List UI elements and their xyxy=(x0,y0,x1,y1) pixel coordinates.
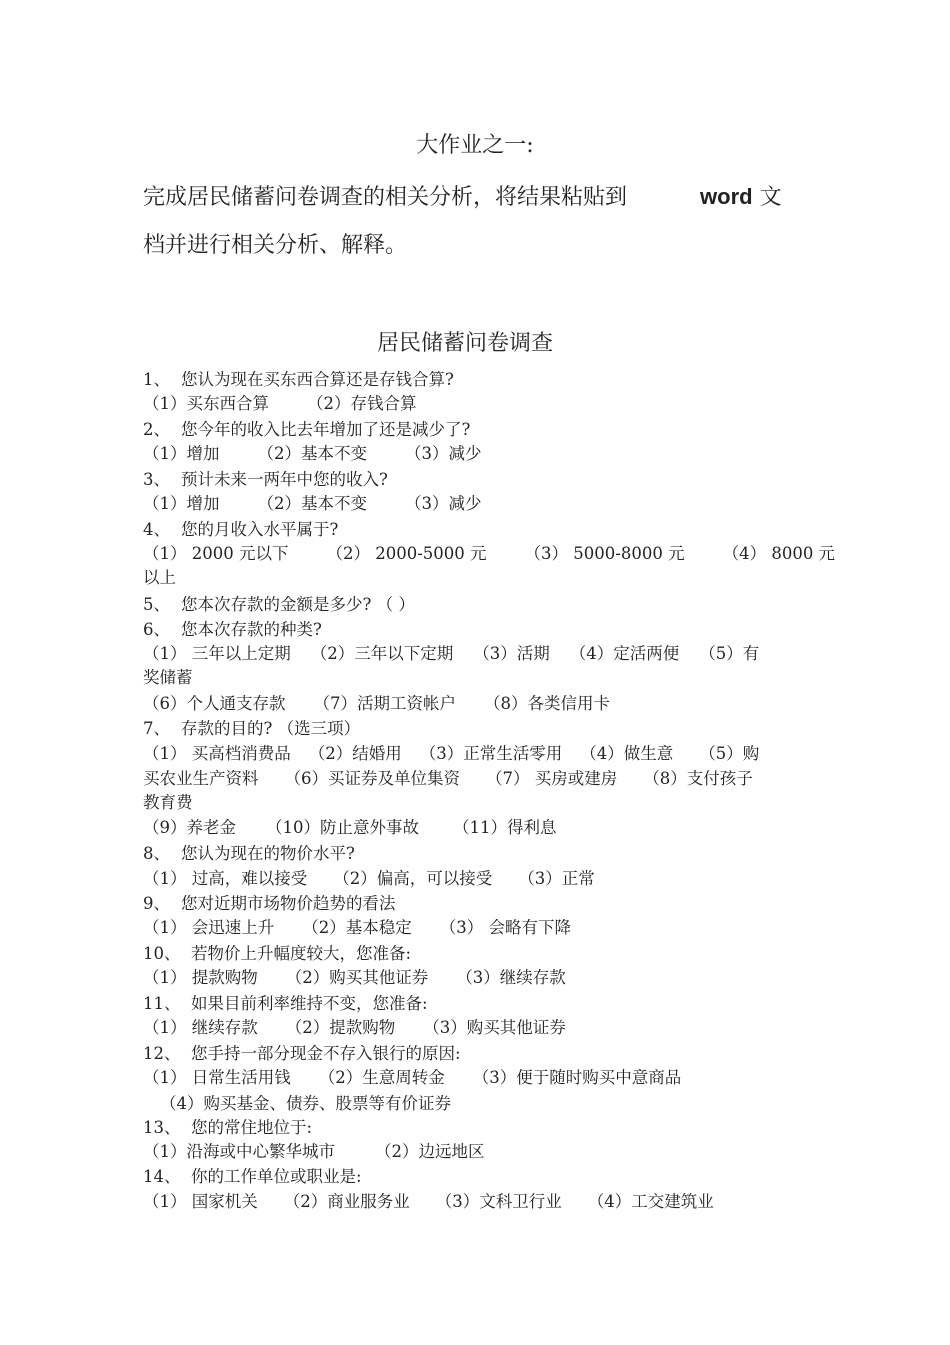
question-8 xyxy=(143,844,355,864)
option: （1） 过高，难以接受 xyxy=(143,869,308,888)
question-text: 存款的目的? （选三项） xyxy=(181,719,361,738)
option: （6）买证券及单位集资 xyxy=(284,769,460,788)
option: （2）基本不变 xyxy=(257,444,367,463)
option: （1） 会迅速上升 xyxy=(143,918,275,937)
question-7-options-cont-2: 教育费 xyxy=(143,793,193,812)
question-number: 1、 xyxy=(143,370,170,389)
intro-line-1 xyxy=(143,180,808,211)
assignment-title: 大作业之一: xyxy=(416,133,534,158)
option: （2）基本稳定 xyxy=(302,918,412,937)
option: （1）增加 xyxy=(143,444,220,463)
question-9 xyxy=(143,894,396,914)
question-2 xyxy=(143,420,470,440)
survey-title: 居民储蓄问卷调查 xyxy=(376,331,553,356)
question-6-options xyxy=(143,644,759,664)
option: （1） 买高档消费品 xyxy=(143,744,291,763)
question-12-options xyxy=(143,1068,719,1088)
question-number: 11、 xyxy=(143,994,181,1013)
question-12-options-2: （4）购买基金、债券、股票等有价证券 xyxy=(160,1094,451,1113)
option: （2）三年以下定期 xyxy=(310,644,454,663)
question-7 xyxy=(143,719,360,739)
option: （3）活期 xyxy=(473,644,550,663)
question-number: 13、 xyxy=(143,1118,181,1137)
question-7-options-2 xyxy=(143,818,595,838)
option: （3）便于随时购买中意商品 xyxy=(472,1068,682,1087)
option: （1）沿海或中心繁华城市 xyxy=(143,1142,335,1161)
option: （7）活期工资帐户 xyxy=(313,694,456,713)
option: （3）文科卫行业 xyxy=(435,1192,562,1211)
question-number: 3、 xyxy=(143,470,170,489)
question-8-options xyxy=(143,869,633,889)
question-text: 您的月收入水平属于? xyxy=(181,520,339,539)
question-10-options xyxy=(143,968,604,988)
question-text: 若物价上升幅度较大，您准备: xyxy=(191,944,412,963)
question-number: 12、 xyxy=(143,1044,181,1063)
question-text: 您本次存款的种类? xyxy=(181,620,322,639)
option: （3）购买其他证券 xyxy=(423,1018,566,1037)
option: （2）购买其他证券 xyxy=(285,968,429,987)
option: （2）边远地区 xyxy=(375,1142,485,1161)
option: （4）工交建筑业 xyxy=(587,1192,714,1211)
question-13 xyxy=(143,1118,312,1138)
option: （1） 国家机关 xyxy=(143,1192,258,1211)
option: （4） 8000 元 xyxy=(722,544,836,563)
question-text: 您的常住地位于: xyxy=(191,1118,313,1137)
option: （1）增加 xyxy=(143,494,220,513)
question-text: 如果目前利率维持不变，您准备: xyxy=(191,994,428,1013)
question-9-options xyxy=(143,918,609,938)
question-7-options-cont xyxy=(143,769,753,789)
option: （3）继续存款 xyxy=(456,968,566,987)
question-text: 预计未来一两年中您的收入? xyxy=(181,470,388,489)
question-11-options xyxy=(143,1018,604,1038)
question-4-options-cont: 以上 xyxy=(143,568,176,587)
question-7-options xyxy=(143,744,759,764)
option: （4）定活两便 xyxy=(569,644,680,663)
intro-text-end: 文 xyxy=(759,185,782,210)
question-number: 2、 xyxy=(143,420,170,439)
question-14-options xyxy=(143,1192,714,1212)
question-text: 您手持一部分现金不存入银行的原因: xyxy=(191,1044,461,1063)
question-text: 您认为现在的物价水平? xyxy=(181,844,355,863)
option: （4）做生意 xyxy=(580,744,674,763)
question-10 xyxy=(143,944,411,964)
option: （3） 会略有下降 xyxy=(439,918,571,937)
option: （2）结婚用 xyxy=(308,744,402,763)
option: （8）各类信用卡 xyxy=(484,694,610,713)
option: （2）生意周转金 xyxy=(318,1068,445,1087)
question-6 xyxy=(143,620,322,640)
option: （6）个人通支存款 xyxy=(143,694,286,713)
question-text: 您对近期市场物价趋势的看法 xyxy=(181,894,396,913)
question-3 xyxy=(143,470,388,490)
option: （3） 5000-8000 元 xyxy=(524,544,685,563)
question-5 xyxy=(143,595,415,615)
option: （3）正常 xyxy=(518,869,595,888)
option: （8）支付孩子 xyxy=(643,769,753,788)
question-text: 您今年的收入比去年增加了还是减少了? xyxy=(181,420,471,439)
option: （1）买东西合算 xyxy=(143,394,269,413)
question-12 xyxy=(143,1044,461,1064)
option: （10）防止意外事故 xyxy=(266,818,419,837)
option: （5）有 xyxy=(699,644,760,663)
question-number: 4、 xyxy=(143,520,170,539)
question-number: 7、 xyxy=(143,719,170,738)
question-14 xyxy=(143,1167,362,1187)
option: （1） 日常生活用钱 xyxy=(143,1068,291,1087)
intro-line-2: 档并进行相关分析、解释。 xyxy=(143,233,408,258)
option: （5）购 xyxy=(699,744,760,763)
question-13-options xyxy=(143,1142,523,1162)
intro-text: 完成居民储蓄问卷调查的相关分析，将结果粘贴到 xyxy=(143,185,628,210)
question-3-options xyxy=(143,494,520,514)
intro-word: word xyxy=(700,184,753,209)
question-number: 6、 xyxy=(143,620,170,639)
question-number: 5、 xyxy=(143,595,170,614)
option: （7） 买房或建房 xyxy=(486,769,618,788)
question-text: 您认为现在买东西合算还是存钱合算? xyxy=(181,370,454,389)
question-1-options xyxy=(143,394,455,414)
option: （1） 继续存款 xyxy=(143,1018,258,1037)
question-6-options-2 xyxy=(143,694,648,714)
question-number: 9、 xyxy=(143,894,170,913)
question-2-options xyxy=(143,444,520,464)
option: （2）商业服务业 xyxy=(283,1192,410,1211)
question-number: 8、 xyxy=(143,844,170,863)
question-4-options xyxy=(143,544,835,564)
question-number: 10、 xyxy=(143,944,181,963)
question-text: 您本次存款的金额是多少? （ ） xyxy=(181,595,415,614)
option: （1） 提款购物 xyxy=(143,968,258,987)
option: （2） 2000-5000 元 xyxy=(326,544,487,563)
option: （2）存钱合算 xyxy=(307,394,417,413)
option: 买农业生产资料 xyxy=(143,769,259,788)
option: （3）正常生活零用 xyxy=(419,744,563,763)
option: （3）减少 xyxy=(405,494,482,513)
question-11 xyxy=(143,994,428,1014)
option: （9）养老金 xyxy=(143,818,236,837)
question-6-options-cont: 奖储蓄 xyxy=(143,668,193,687)
option: （2）提款购物 xyxy=(285,1018,396,1037)
question-4 xyxy=(143,520,338,540)
option: （2）偏高，可以接受 xyxy=(333,869,493,888)
option: （11）得利息 xyxy=(453,818,557,837)
option: （2）基本不变 xyxy=(257,494,367,513)
option: （1） 三年以上定期 xyxy=(143,644,291,663)
option: （1） 2000 元以下 xyxy=(143,544,289,563)
question-text: 你的工作单位或职业是: xyxy=(191,1167,362,1186)
option: （3）减少 xyxy=(405,444,482,463)
question-1 xyxy=(143,370,454,390)
question-number: 14、 xyxy=(143,1167,181,1186)
